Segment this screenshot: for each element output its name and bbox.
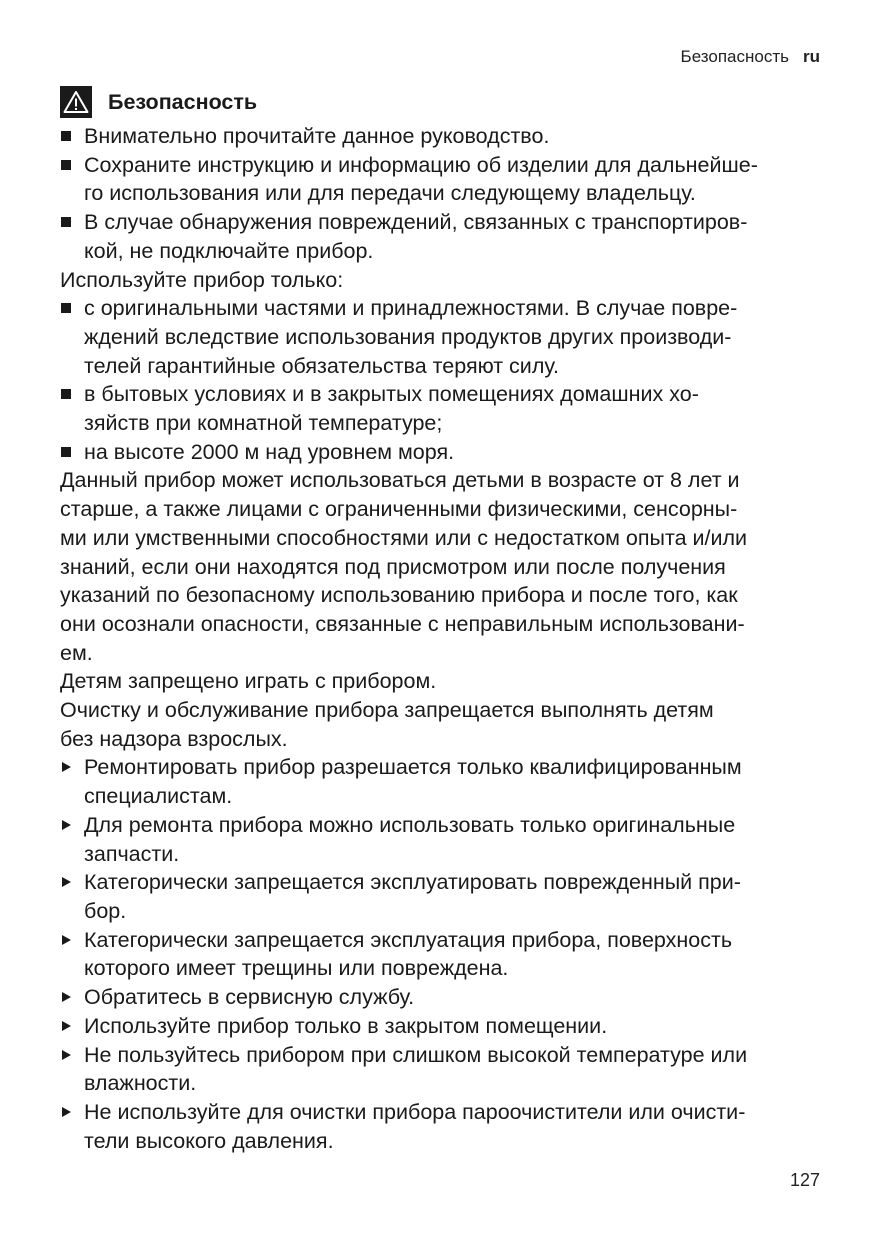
paragraph-line: ми или умственными способностями или с недостатком опыта и/или [60,525,748,550]
instruction-list [60,753,830,1155]
children-play-paragraph: Детям запрещено играть с прибором. [60,669,437,694]
list-item-line: кой, не подключайте прибор. [84,238,374,263]
paragraph-line: знаний, если они находятся под присмотром или после получения [60,554,726,579]
list-item-line: В случае обнаружения повреждений, связанных с транспортиров- [84,210,748,235]
children-paragraph [60,466,830,667]
list-item [60,122,830,151]
use-only-bullet-list [60,294,830,466]
instruction-line: Используйте прибор только в закрытом помещении. [84,1013,608,1038]
arrow-bullet-icon [62,935,71,945]
arrow-bullet-icon [62,877,71,887]
arrow-bullet-icon [62,1050,71,1060]
list-item-line: в бытовых условиях и в закрытых помещениях домашних хо- [84,382,699,407]
square-bullet-icon [61,217,71,227]
list-item [60,208,830,265]
arrow-bullet-icon [62,1021,71,1031]
header-language: ru [803,47,820,66]
arrow-bullet-icon [62,820,71,830]
instruction-line: Обратитесь в сервисную службу. [84,985,415,1010]
instruction-line: Не пользуйтесь прибором при слишком высокой температуре или [84,1042,748,1067]
instruction-item [60,926,830,983]
arrow-bullet-icon [62,1107,71,1117]
page-number: 127 [789,1170,820,1190]
list-item-line: го использования или для передачи следующему владельцу. [84,181,696,206]
instruction-item [60,753,830,810]
use-only-label: Используйте прибор только: [60,267,344,292]
warning-triangle-icon [60,86,92,118]
instruction-line: запчасти. [84,841,180,866]
list-item-line: Внимательно прочитайте данное руководство. [84,124,550,148]
cleaning-paragraph [60,696,830,753]
instruction-item [60,1098,830,1155]
paragraph-line: указаний по безопасному использованию прибора и после того, как [60,583,738,608]
instruction-item [60,983,830,1012]
instruction-line: бор. [84,898,127,923]
header-section: Безопасность [680,47,789,66]
square-bullet-icon [61,389,71,399]
list-item [60,294,830,380]
list-item [60,438,830,467]
instruction-item [60,1012,830,1041]
instruction-line: влажности. [84,1071,197,1096]
list-item [60,380,830,437]
page-content [60,86,830,1155]
instruction-item [60,1041,830,1098]
instruction-line: Категорически запрещается эксплуатировать поврежденный при- [84,870,741,895]
list-item-line: ждений вследствие использования продуктов других производи- [84,324,732,349]
square-bullet-icon [61,447,71,457]
instruction-line: Ремонтировать прибор разрешается только квалифицированным [84,755,742,780]
section-heading [60,86,830,118]
list-item-line: зяйств при комнатной температуре; [84,411,443,436]
arrow-bullet-icon [62,762,71,772]
instruction-item [60,868,830,925]
list-item-line: телей гарантийные обязательства теряют силу. [84,353,559,378]
instruction-line: которого имеет трещины или повреждена. [84,956,509,981]
paragraph-line: старше, а также лицами с ограниченными физическими, сенсорны- [60,497,738,522]
list-item-line: с оригинальными частями и принадлежностями. В случае повре- [84,296,738,321]
instruction-line: Не используйте для очистки прибора пароочистители или очисти- [84,1099,746,1124]
paragraph-line: без надзора взрослых. [60,726,288,751]
list-item-line: на высоте 2000 м над уровнем моря. [84,439,455,464]
page-header [681,47,820,67]
instruction-item [60,811,830,868]
paragraph-line: Очистку и обслуживание прибора запрещается выполнять детям [60,698,714,723]
paragraph-line: Данный прибор может использоваться детьми в возрасте от 8 лет и [60,468,740,493]
square-bullet-icon [61,131,71,141]
instruction-line: специалистам. [84,784,233,809]
section-title: Безопасность [108,89,258,114]
instruction-line: Для ремонта прибора можно использовать только оригинальные [84,812,736,837]
square-bullet-icon [61,160,71,170]
instruction-line: тели высокого давления. [84,1128,334,1153]
paragraph-line: ем. [60,640,93,665]
square-bullet-icon [61,303,71,313]
instruction-line: Категорически запрещается эксплуатация прибора, поверхность [84,927,733,952]
arrow-bullet-icon [62,992,71,1002]
list-item [60,151,830,208]
list-item-line: Сохраните инструкцию и информацию об изделии для дальнейше- [84,152,758,177]
intro-bullet-list [60,122,830,266]
paragraph-line: они осознали опасности, связанные с неправильным использовани- [60,611,745,636]
